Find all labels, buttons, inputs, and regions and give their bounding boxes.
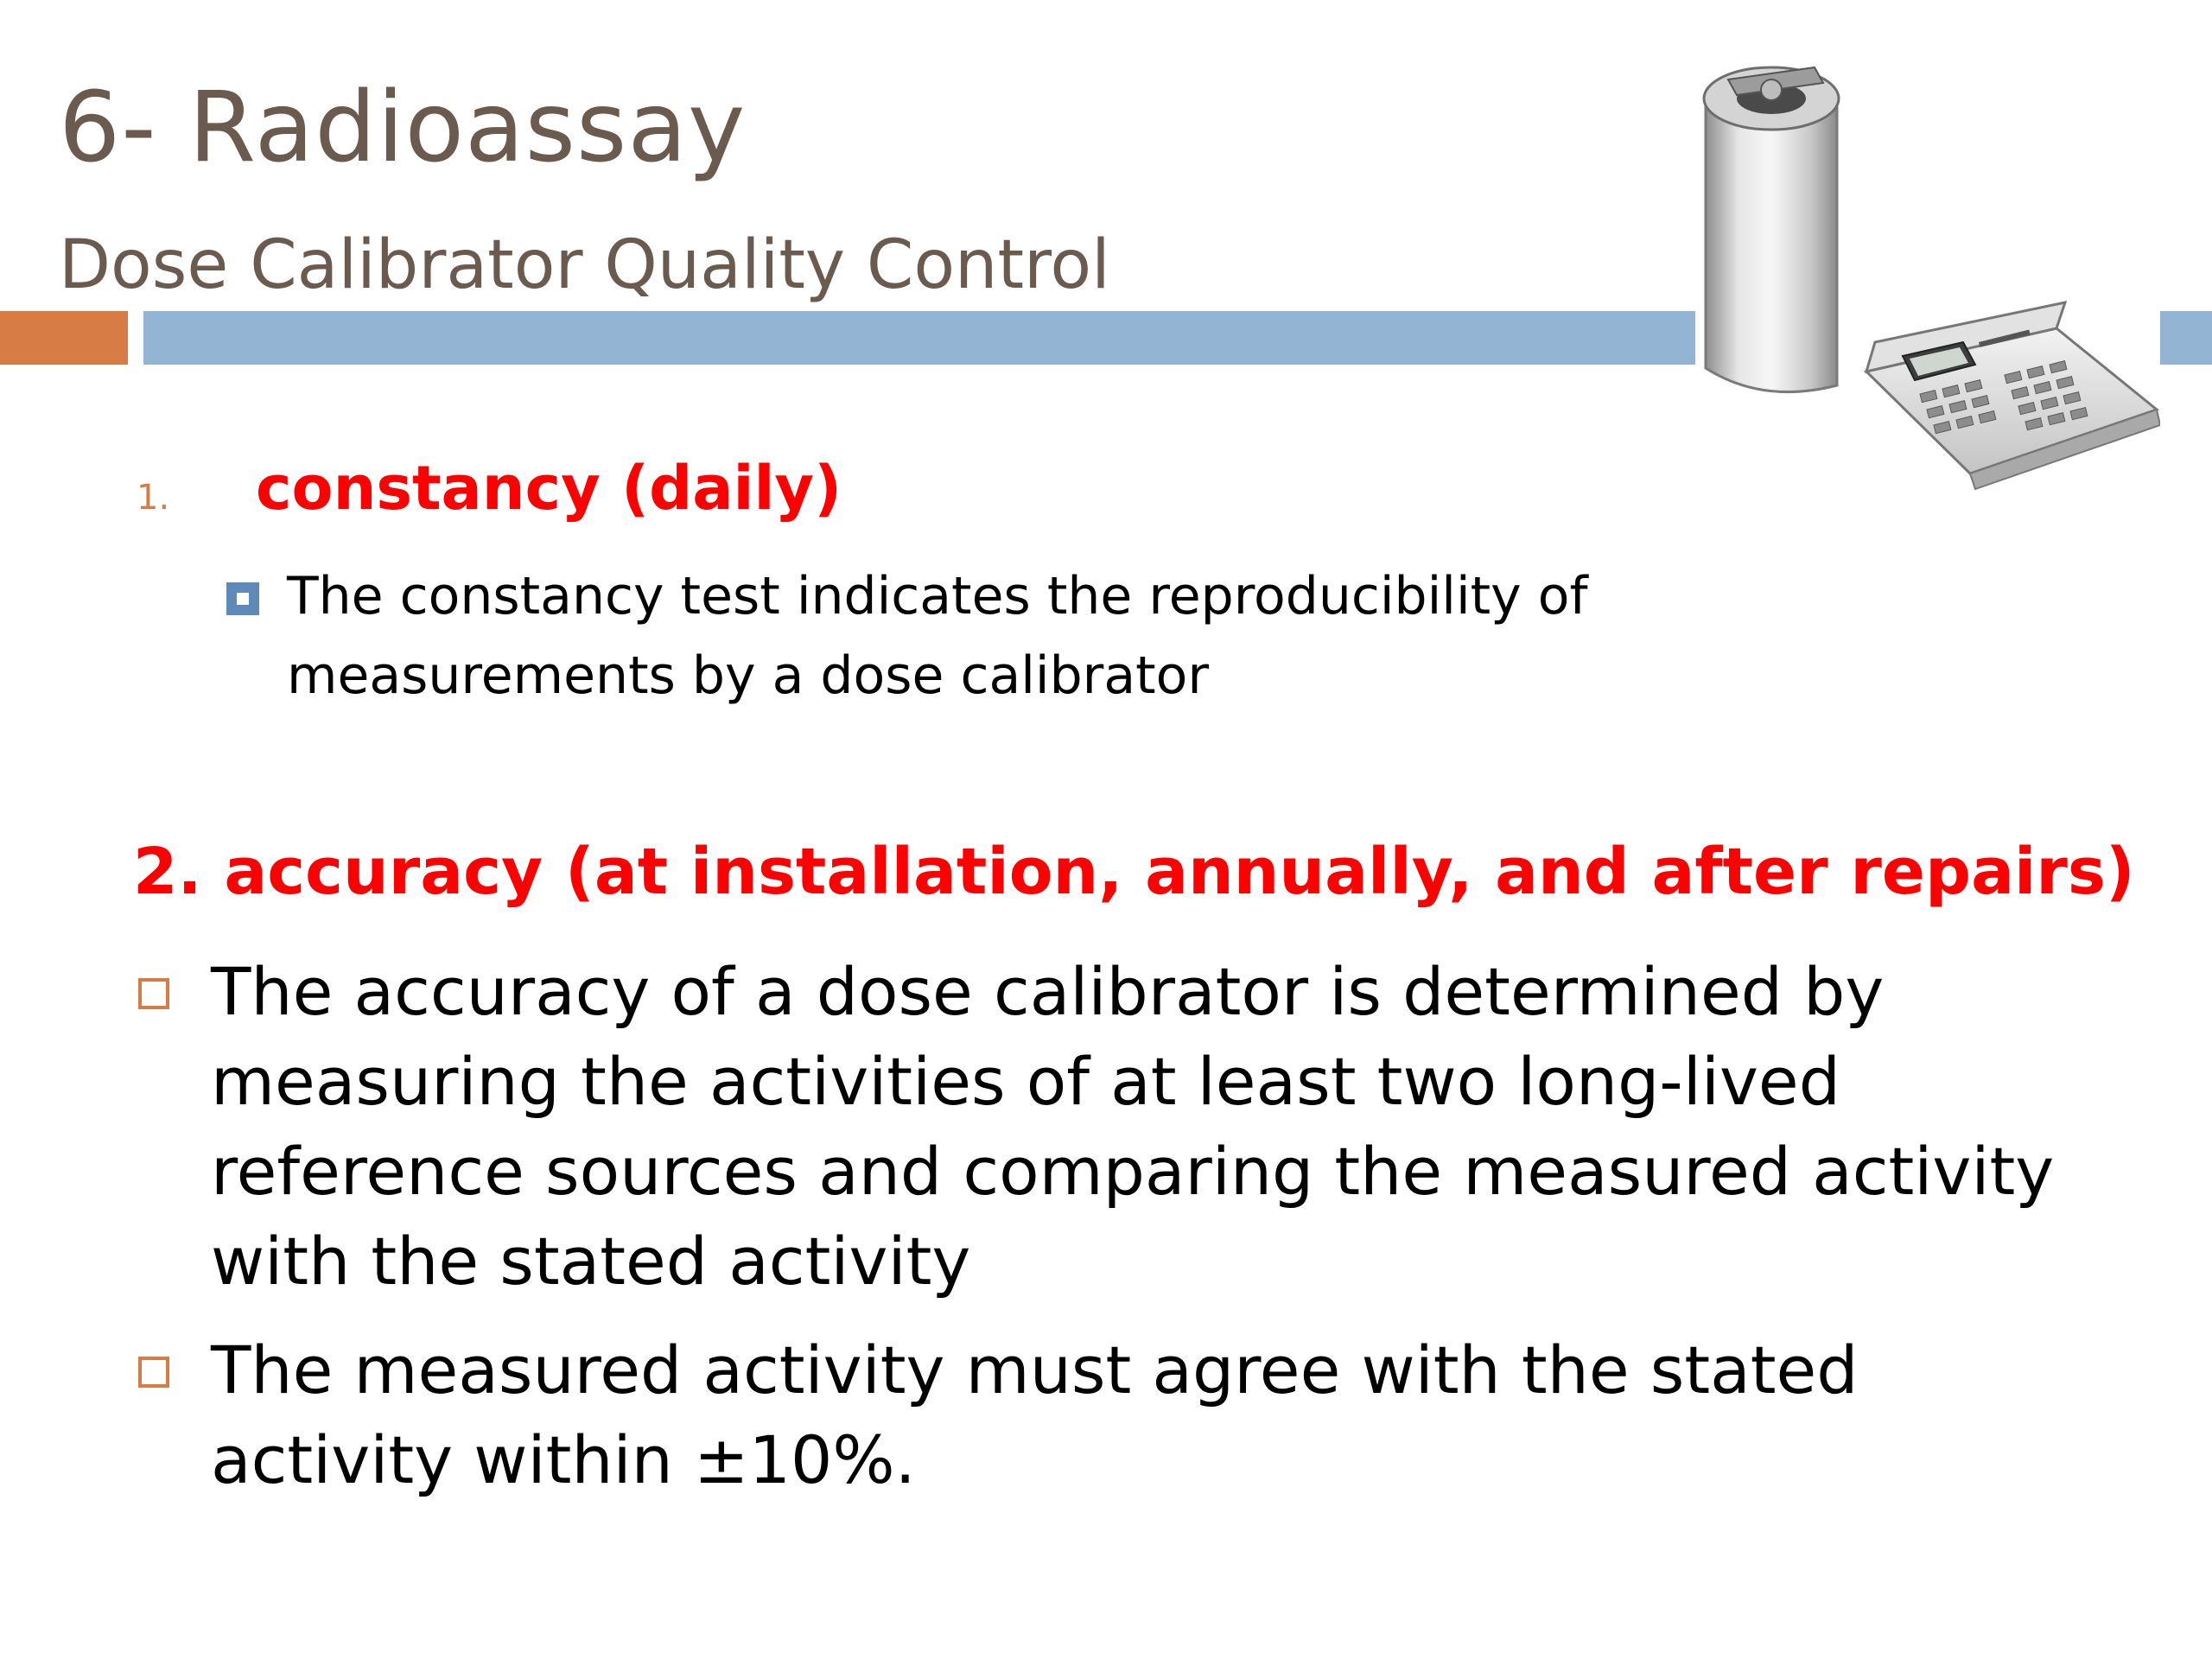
item-2-bullet-1-text: The accuracy of a dose calibrator is determined by measuring the activities of at least two long-lived reference sources and comparing the measured activity with the stated activity	[211, 953, 2055, 1300]
slide-subtitle: Dose Calibrator Quality Control	[59, 226, 1110, 304]
item-1-bullet-text: The constancy test indicates the reproducibility of measurements by a dose calibrator	[287, 566, 1588, 706]
accent-bar-orange	[0, 311, 128, 365]
item-2-bullet-2-text: The measured activity must agree with the stated activity within ±10%.	[211, 1332, 1859, 1498]
list-number-1: 1.	[137, 478, 170, 518]
square-bullet-icon	[226, 582, 259, 615]
dose-calibrator-device-image	[1694, 52, 2160, 501]
item-1-heading: constancy (daily)	[256, 453, 842, 524]
accent-bar-blue-right	[2160, 311, 2212, 365]
hollow-square-bullet-icon	[138, 1357, 169, 1388]
hollow-square-bullet-icon	[138, 978, 169, 1009]
accent-bar-blue	[143, 311, 1695, 365]
item-2-heading: 2. accuracy (at installation, annually, and after repairs)	[133, 835, 2135, 909]
slide-title: 6- Radioassay	[59, 72, 747, 184]
